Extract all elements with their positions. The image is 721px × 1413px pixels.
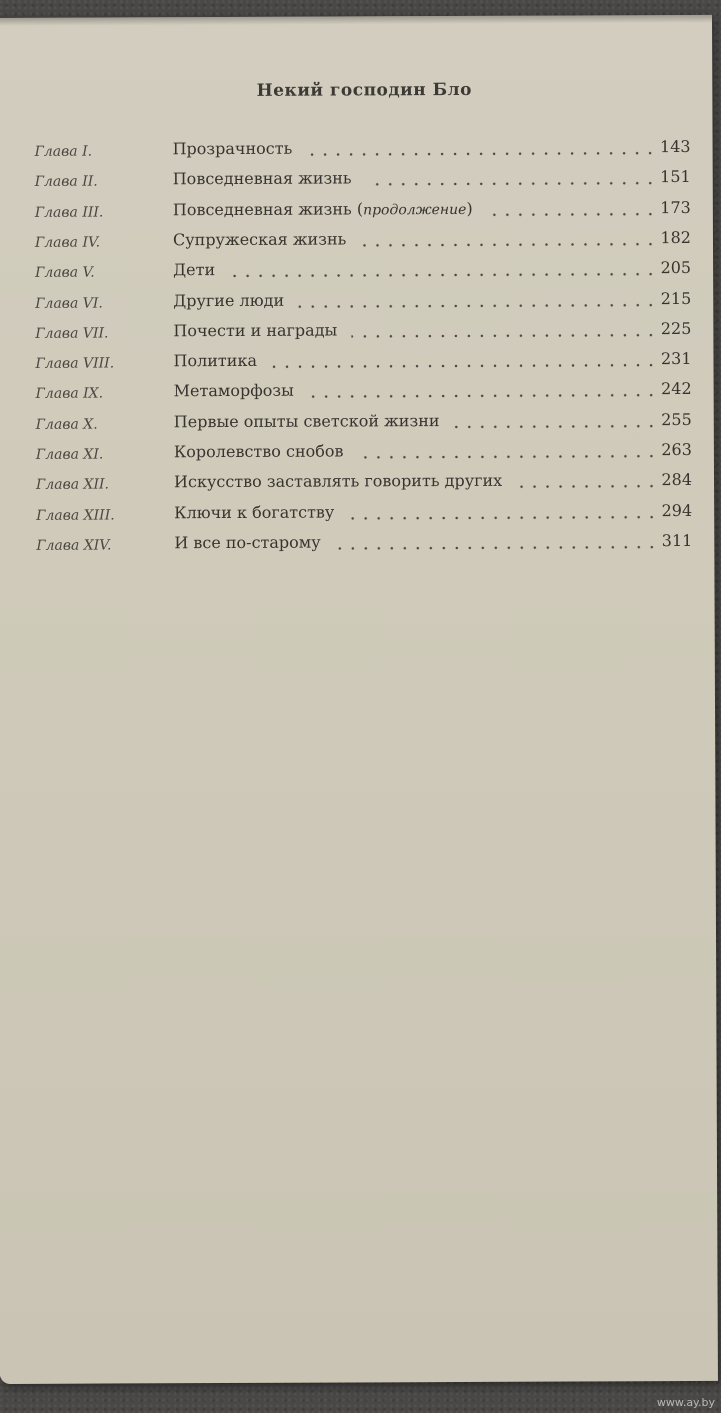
- chapter-title-text: Повседневная жизнь (: [172, 198, 364, 219]
- chapter-title-end: ): [466, 198, 473, 218]
- table-of-contents: [0, 136, 713, 554]
- page-number: 143: [659, 136, 691, 157]
- page-number: 225: [660, 318, 692, 338]
- chapter-title-text: Почести и награды: [173, 320, 338, 341]
- toc-entry: [0, 288, 713, 321]
- chapter-label: Глава XI.: [35, 446, 104, 463]
- chapter-title: [174, 411, 440, 431]
- chapter-label: Глава II.: [34, 173, 98, 191]
- toc-entry: [0, 410, 714, 443]
- page-number: 182: [660, 227, 692, 247]
- page-number: 311: [661, 530, 693, 550]
- dot-leader: [366, 181, 657, 186]
- chapter-title: [174, 381, 294, 401]
- page-number: 263: [661, 439, 692, 460]
- dot-leader: [308, 393, 658, 399]
- chapter-label: Глава III.: [34, 204, 104, 221]
- toc-entry: [0, 167, 713, 200]
- chapter-title-text: Повседневная жизнь: [172, 168, 352, 189]
- dot-leader: [487, 212, 657, 217]
- chapter-title-text: Политика: [173, 350, 258, 371]
- chapter-title: [173, 139, 293, 159]
- chapter-title: [173, 260, 215, 279]
- dot-leader: [307, 151, 657, 157]
- chapter-title-italic: продолжение: [363, 201, 467, 218]
- dot-leader: [516, 484, 658, 489]
- chapter-title: [174, 502, 334, 522]
- toc-entry: [0, 258, 713, 291]
- page-shadow-edge: [0, 15, 712, 26]
- chapter-title: [173, 320, 337, 340]
- page-number: 205: [660, 258, 692, 278]
- chapter-title-text: Дети: [173, 260, 216, 280]
- dot-leader: [348, 515, 658, 520]
- dot-leader: [358, 454, 658, 459]
- chapter-label: Глава V.: [35, 264, 95, 282]
- chapter-title: [173, 169, 352, 189]
- toc-entry: [0, 319, 713, 352]
- chapter-label: Глава IX.: [35, 385, 104, 403]
- chapter-title-text: Королевство снобов: [173, 441, 344, 462]
- dot-leader: [351, 333, 657, 338]
- chapter-label: Глава X.: [35, 416, 98, 433]
- page-number: 255: [661, 409, 692, 429]
- toc-entry: [0, 500, 714, 533]
- toc-entry: [0, 440, 714, 473]
- chapter-title: [173, 290, 284, 309]
- chapter-label: Глава XII.: [36, 476, 110, 494]
- page-number: 231: [660, 349, 692, 369]
- dot-leader: [229, 272, 657, 278]
- dot-leader: [334, 545, 658, 550]
- chapter-title: [173, 199, 473, 219]
- book-page: [0, 15, 718, 1384]
- toc-entry: [0, 349, 714, 382]
- page-number: 215: [660, 288, 692, 308]
- dot-leader: [454, 424, 658, 429]
- page-number: 284: [661, 470, 693, 490]
- toc-entry: [0, 470, 714, 503]
- toc-entry: [0, 197, 713, 230]
- chapter-title: [174, 532, 320, 552]
- chapter-title-text: Прозрачность: [172, 138, 293, 159]
- chapter-label: Глава IV.: [34, 234, 101, 251]
- page-number: 242: [661, 379, 692, 399]
- toc-entry: [0, 137, 713, 170]
- chapter-title: [174, 441, 344, 461]
- chapter-title-text: Искусство заставлять говорить других: [173, 471, 503, 492]
- chapter-title-text: Другие люди: [173, 290, 285, 310]
- chapter-label: Глава XIV.: [36, 537, 112, 554]
- chapter-title-text: Супружеская жизнь: [172, 229, 347, 250]
- chapter-label: Глава VII.: [35, 325, 109, 342]
- dot-leader: [271, 363, 658, 369]
- page-title: Некий господин Бло: [256, 79, 473, 101]
- page-number: 173: [660, 197, 691, 217]
- dot-leader: [360, 242, 657, 247]
- chapter-title-text: Ключи к богатству: [174, 502, 335, 522]
- chapter-label: Глава XIII.: [36, 507, 115, 524]
- chapter-title: [174, 471, 502, 491]
- chapter-label: Глава VI.: [35, 295, 103, 312]
- toc-entry: [0, 531, 714, 564]
- page-number: 151: [660, 167, 691, 187]
- chapter-title: [173, 351, 257, 370]
- chapter-title-text: Метаморфозы: [173, 381, 294, 401]
- chapter-title-text: Первые опыты светской жизни: [173, 410, 440, 431]
- toc-entry: [0, 228, 713, 261]
- chapter-title: [173, 229, 346, 249]
- chapter-title-text: И все по-старому: [174, 532, 321, 553]
- toc-entry: [0, 379, 714, 412]
- dot-leader: [298, 303, 657, 309]
- watermark: www.ay.by: [656, 1396, 715, 1409]
- page-number: 294: [661, 500, 693, 520]
- chapter-label: Глава VIII.: [35, 355, 115, 372]
- chapter-label: Глава I.: [34, 143, 93, 160]
